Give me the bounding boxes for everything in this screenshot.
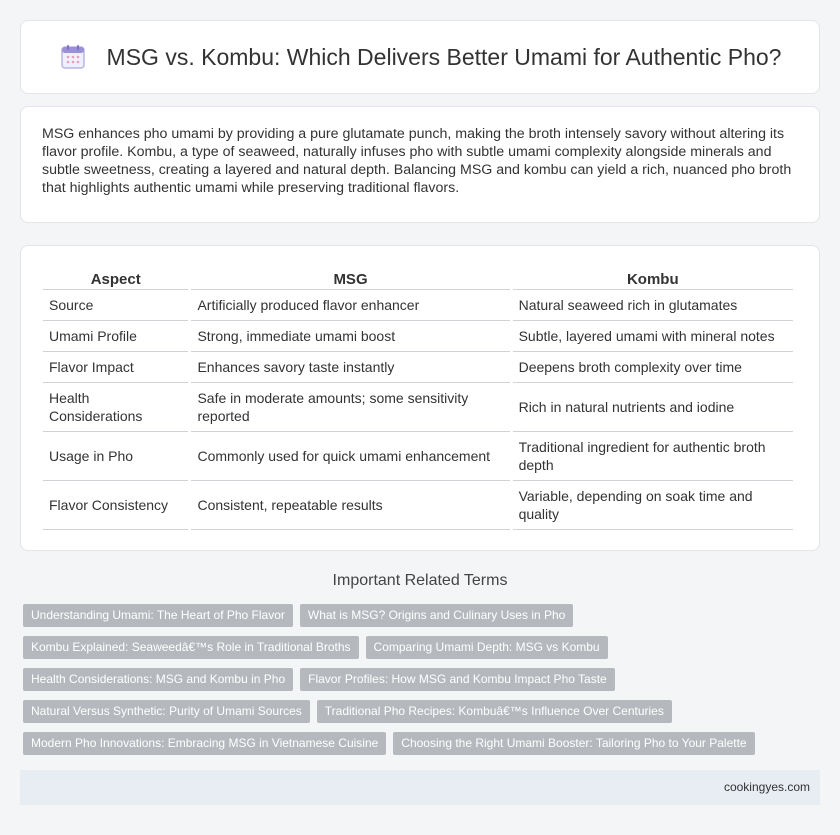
tag-link[interactable]: Traditional Pho Recipes: Kombuâ€™s Influence Over Centuries	[317, 700, 672, 723]
intro-text: MSG enhances pho umami by providing a pure glutamate punch, making the broth intensely savory without altering its flavor profile. Kombu, a type of seaweed, naturally infuses pho with subtle umami complexity alongside minerals and subtle sweetness, creating a layered and natural depth. Balancing MSG and kombu can yield a rich, nuanced pho broth that highlights authentic umami while preserving traditional flavors.	[42, 126, 792, 196]
table-cell: Flavor Consistency	[43, 481, 188, 530]
tag-link[interactable]: Understanding Umami: The Heart of Pho Flavor	[23, 604, 293, 627]
related-terms-tags	[23, 604, 820, 764]
tag-link[interactable]: Health Considerations: MSG and Kombu in Pho	[23, 668, 293, 691]
table-cell: Strong, immediate umami boost	[191, 321, 509, 352]
table-cell: Deepens broth complexity over time	[513, 352, 793, 383]
tag-row	[23, 732, 820, 755]
table-cell: Subtle, layered umami with mineral notes	[513, 321, 793, 352]
related-terms-title: Important Related Terms	[332, 572, 508, 589]
table-cell: Enhances savory taste instantly	[191, 352, 509, 383]
table-header-row	[43, 268, 793, 290]
header-kombu: Kombu	[513, 268, 793, 290]
footer	[20, 770, 820, 805]
tag-row	[23, 636, 820, 659]
header-aspect: Aspect	[43, 268, 188, 290]
footer-site-link[interactable]: cookingyes.com	[723, 780, 810, 794]
table-cell: Natural seaweed rich in glutamates	[513, 290, 793, 321]
table-cell: Flavor Impact	[43, 352, 188, 383]
table-cell: Consistent, repeatable results	[191, 481, 509, 530]
intro-card	[20, 106, 820, 223]
table-cell: Health Considerations	[43, 383, 188, 432]
table-cell: Artificially produced flavor enhancer	[191, 290, 509, 321]
tag-link[interactable]: Choosing the Right Umami Booster: Tailoring Pho to Your Palette	[393, 732, 754, 755]
table-row	[43, 432, 793, 481]
tag-link[interactable]: Flavor Profiles: How MSG and Kombu Impact Pho Taste	[300, 668, 615, 691]
tag-row	[23, 604, 820, 627]
tag-link[interactable]: Natural Versus Synthetic: Purity of Umami Sources	[23, 700, 310, 723]
comparison-card	[20, 245, 820, 551]
comparison-table	[40, 268, 796, 530]
table-cell: Commonly used for quick umami enhancement	[191, 432, 509, 481]
table-cell: Source	[43, 290, 188, 321]
tag-link[interactable]: Comparing Umami Depth: MSG vs Kombu	[366, 636, 608, 659]
table-cell: Safe in moderate amounts; some sensitivity reported	[191, 383, 509, 432]
table-cell: Traditional ingredient for authentic broth depth	[513, 432, 793, 481]
table-row	[43, 352, 793, 383]
header-card	[20, 20, 820, 94]
tag-row	[23, 700, 820, 723]
tag-row	[23, 668, 820, 691]
tag-link[interactable]: Modern Pho Innovations: Embracing MSG in Vietnamese Cuisine	[23, 732, 386, 755]
page-title: MSG vs. Kombu: Which Delivers Better Umami for Authentic Pho?	[106, 43, 782, 70]
table-row	[43, 481, 793, 530]
tag-link[interactable]: Kombu Explained: Seaweedâ€™s Role in Traditional Broths	[23, 636, 359, 659]
table-row	[43, 321, 793, 352]
table-cell: Usage in Pho	[43, 432, 188, 481]
table-cell: Rich in natural nutrients and iodine	[513, 383, 793, 432]
table-row	[43, 290, 793, 321]
calendar-icon	[59, 43, 87, 71]
table-row	[43, 383, 793, 432]
table-cell: Variable, depending on soak time and quality	[513, 481, 793, 530]
tag-link[interactable]: What is MSG? Origins and Culinary Uses in Pho	[300, 604, 573, 627]
header-msg: MSG	[191, 268, 509, 290]
table-cell: Umami Profile	[43, 321, 188, 352]
